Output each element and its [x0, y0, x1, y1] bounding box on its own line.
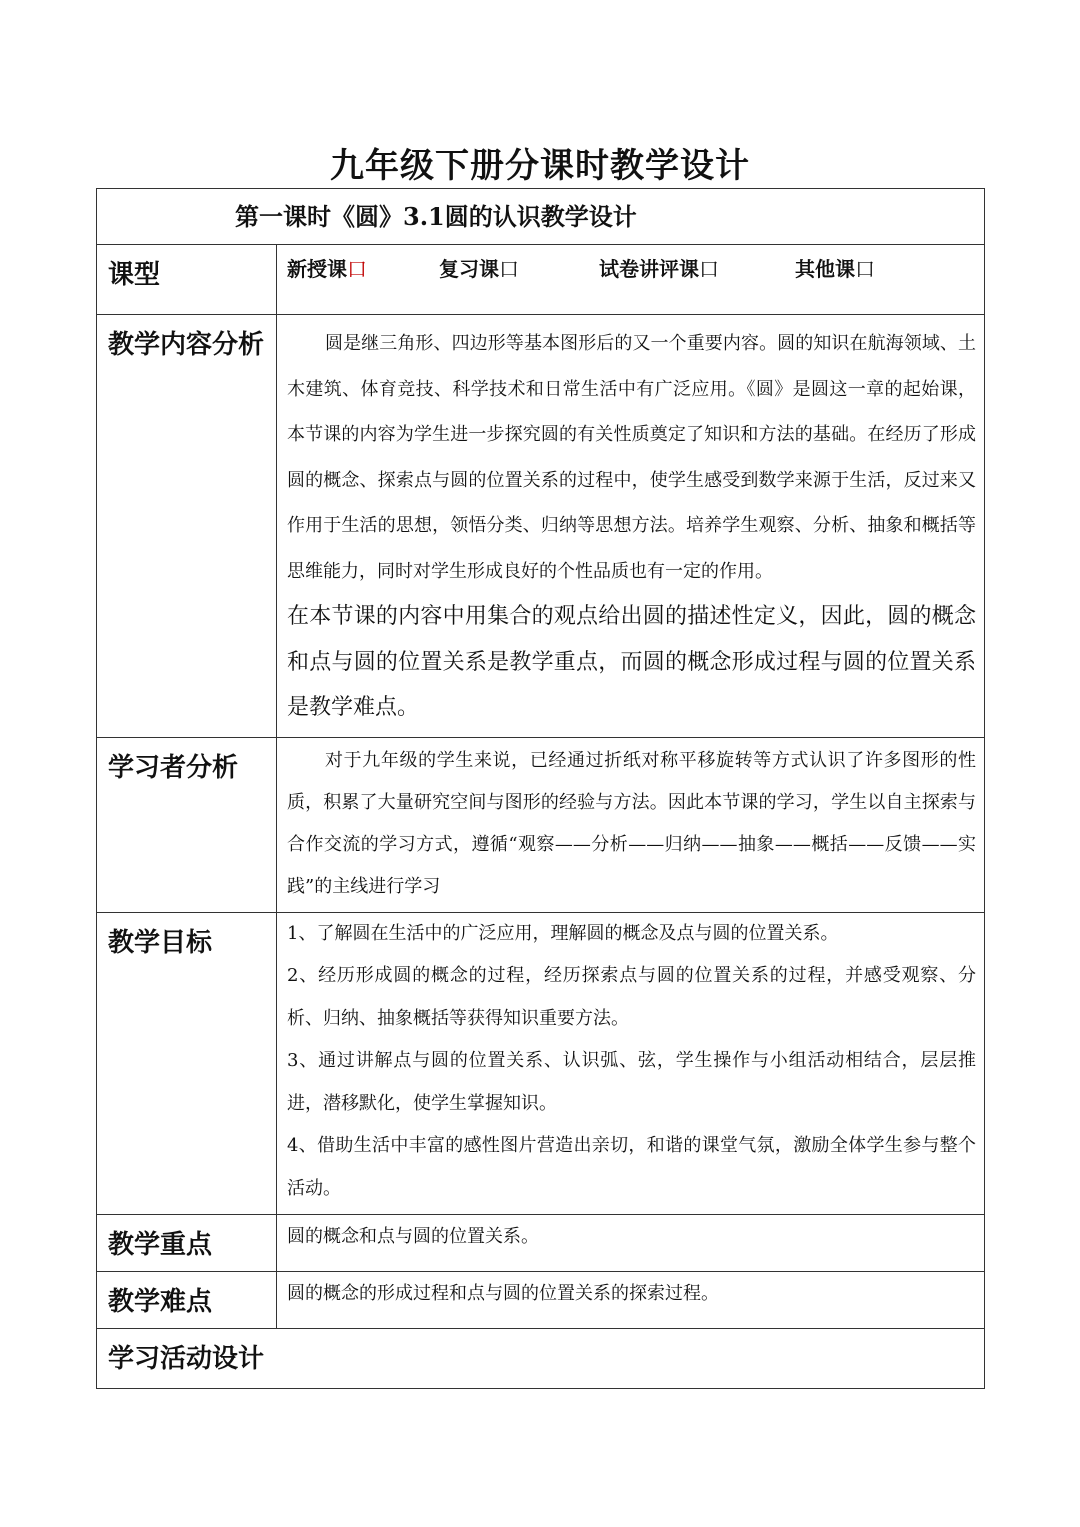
goal-item: 2、经历形成圆的概念的过程，经历探索点与圆的位置关系的过程，并感受观察、分析、归纳、抽象概括等获得知识重要方法。 — [287, 965, 977, 1029]
content-analysis-paragraph-1: 圆是继三角形、四边形等基本图形后的又一个重要内容。圆的知识在航海领域、土木建筑、体育竞技、科学技术和日常生活中有广泛应用。《圆》是圆这一章的起始课，本节课的内容为学生进一步探究圆的有关性质奠定了知识和方法的基础。在经历了形成圆的概念、探索点与圆的位置关系的过程中，使学生感受到数学来源于生活，反过来又作用于生活的思想，领悟分类、归纳等思想方法。培养学生观察、分析、抽象和概括等思维能力，同时对学生形成良好的个性品质也有一定的作用。 — [287, 333, 977, 582]
lesson-title-row — [97, 189, 985, 245]
activity-design-label: 学习活动设计 — [97, 1329, 985, 1389]
lesson-plan-table — [96, 188, 985, 1389]
key-point-row — [97, 1215, 985, 1272]
difficulty-text: 圆的概念的形成过程和点与圆的位置关系的探索过程。 — [277, 1272, 985, 1329]
lesson-type-other[interactable]: 其他课口 — [795, 257, 875, 281]
goal-item: 3、通过讲解点与圆的位置关系、认识弧、弦，学生操作与小组活动相结合，层层推进，潜移默化，使学生掌握知识。 — [287, 1050, 977, 1114]
checkbox-icon: 口 — [347, 257, 367, 281]
lesson-title: 第一课时《圆》3.1圆的认识教学设计 — [97, 189, 985, 245]
content-analysis-row — [97, 315, 985, 738]
learner-analysis-row — [97, 737, 985, 912]
lesson-type-label: 课型 — [97, 245, 277, 315]
checkbox-icon: 口 — [855, 257, 875, 281]
lesson-type-review[interactable]: 复习课口 — [439, 257, 519, 281]
checkbox-icon: 口 — [699, 257, 719, 281]
lesson-type-options — [277, 245, 985, 315]
content-analysis-label: 教学内容分析 — [97, 315, 277, 738]
difficulty-row — [97, 1272, 985, 1329]
goals-label: 教学目标 — [97, 912, 277, 1215]
key-point-text: 圆的概念和点与圆的位置关系。 — [277, 1215, 985, 1272]
goal-item: 4、借助生活中丰富的感性图片营造出亲切，和谐的课堂气氛，激励全体学生参与整个活动。 — [287, 1135, 977, 1199]
lesson-type-new[interactable]: 新授课口 — [287, 257, 367, 281]
lesson-type-row — [97, 245, 985, 315]
lesson-type-exam-review[interactable]: 试卷讲评课口 — [599, 257, 719, 281]
goals-row — [97, 912, 985, 1215]
content-analysis-paragraph-2: 在本节课的内容中用集合的观点给出圆的描述性定义，因此，圆的概念和点与圆的位置关系是教学重点，而圆的概念形成过程与圆的位置关系是教学难点。 — [287, 604, 977, 720]
content-analysis-text — [277, 315, 985, 738]
goal-item: 1、了解圆在生活中的广泛应用，理解圆的概念及点与圆的位置关系。 — [287, 922, 839, 944]
learner-analysis-label: 学习者分析 — [97, 737, 277, 912]
document-title: 九年级下册分课时教学设计 — [330, 146, 750, 186]
goals-list — [277, 912, 985, 1215]
key-point-label: 教学重点 — [97, 1215, 277, 1272]
difficulty-label: 教学难点 — [97, 1272, 277, 1329]
learner-analysis-text: 对于九年级的学生来说，已经通过折纸对称平移旋转等方式认识了许多图形的性质，积累了大量研究空间与图形的经验与方法。因此本节课的学习，学生以自主探索与合作交流的学习方式，遵循“观察——分析——归纳——抽象——概括——反馈——实践”的主线进行学习 — [277, 737, 985, 912]
activity-design-row — [97, 1329, 985, 1389]
checkbox-icon: 口 — [499, 257, 519, 281]
